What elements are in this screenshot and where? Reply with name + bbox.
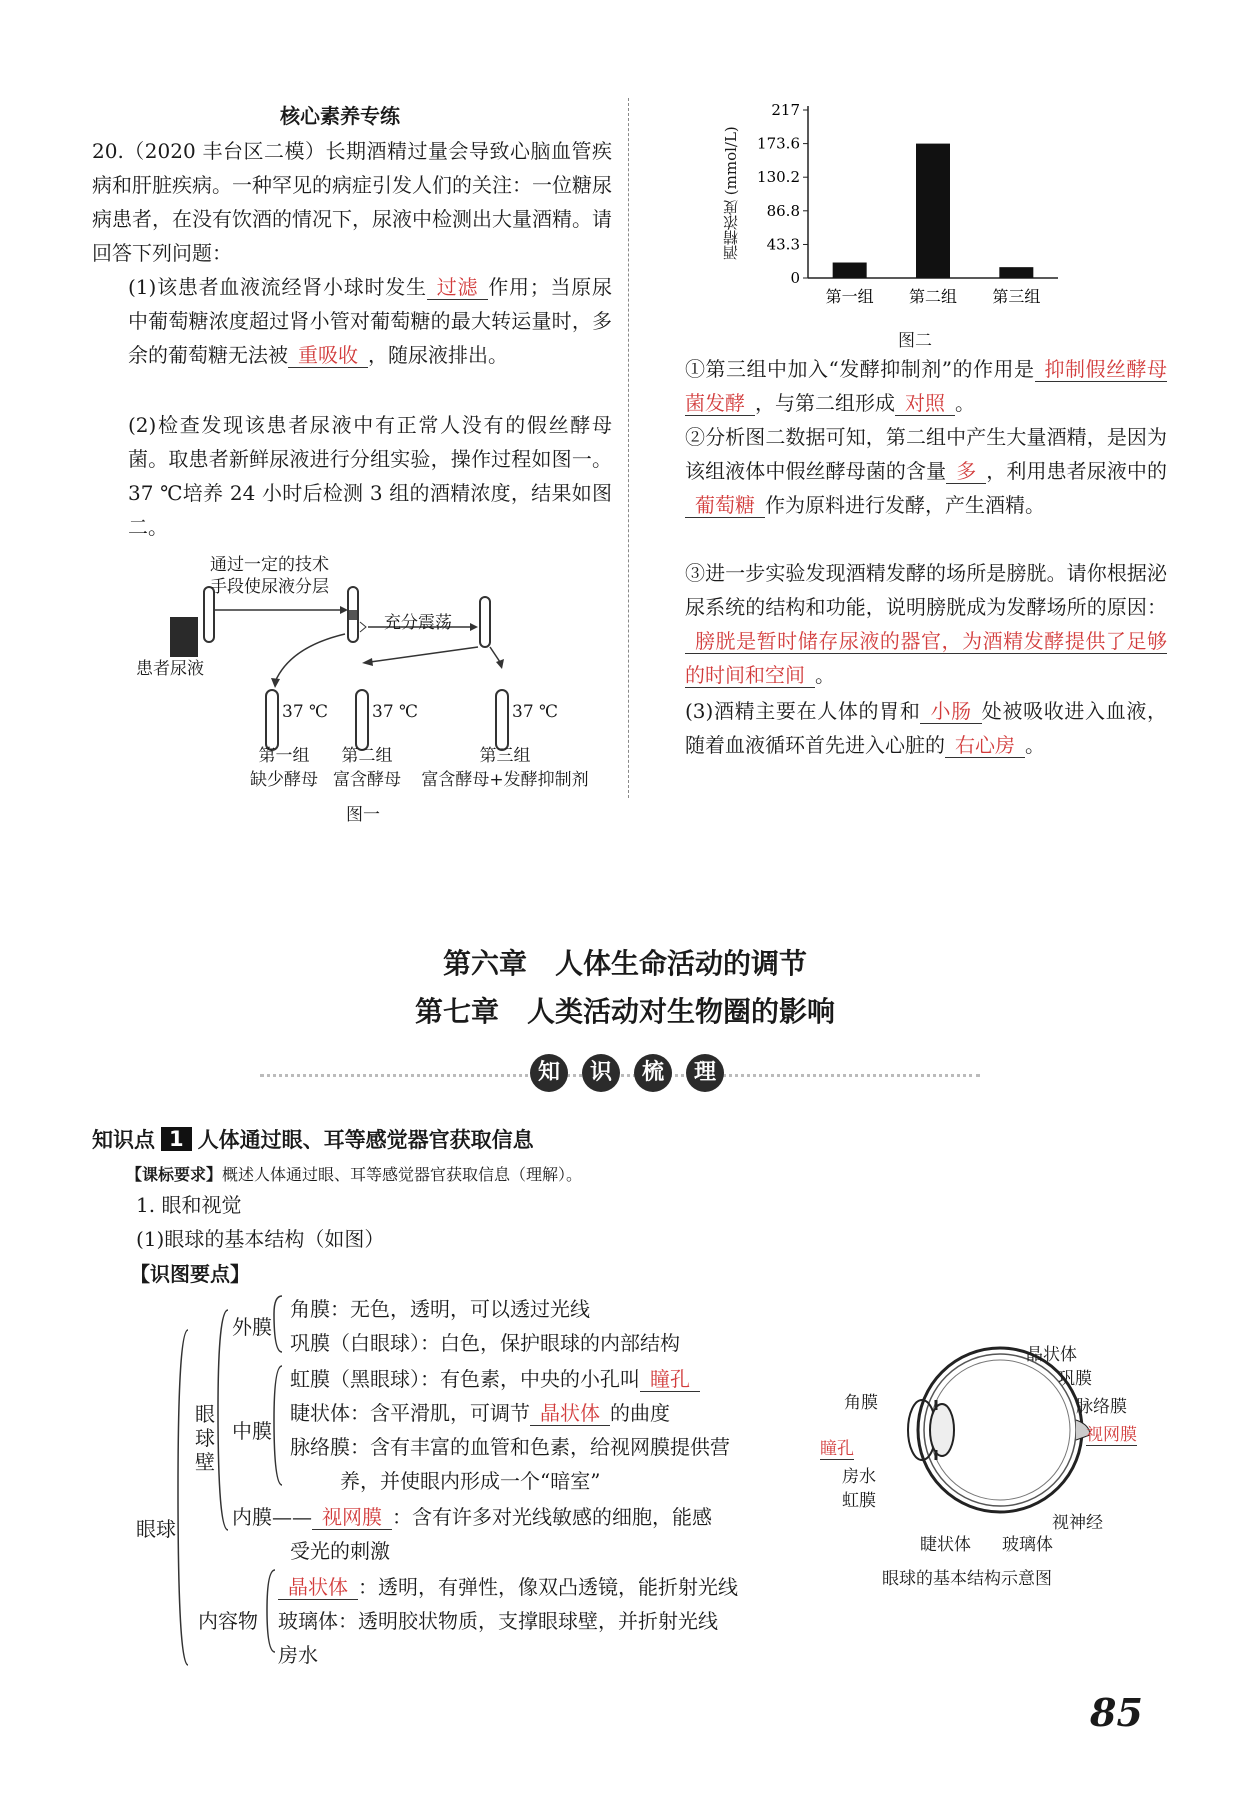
chart-y-tick-label: 86.8 [766, 201, 800, 220]
tree-iris: 虹膜（黑眼球）：有色素，中央的小孔叫 瞳孔 [290, 1362, 700, 1396]
right-q3: ③进一步实验发现酒精发酵的场所是膀胱。请你根据泌尿系统的结构和功能，说明膀胱成为发酵场所的原因：膀胱是暂时储存尿液的器官，为酒精发酵提供了足够的时间和空间 。 [685, 561, 1167, 687]
section-eye-vision: 1. 眼和视觉 [136, 1193, 242, 1217]
section-eye-structure: (1)眼球的基本结构（如图） [136, 1227, 385, 1251]
eye-label-cornea: 角膜 [844, 1393, 878, 1413]
tube-group-2 [356, 690, 368, 750]
tree-choroid-2: 养，并使眼内形成一个“暗室” [340, 1469, 601, 1493]
chapter-6-title: 第六章 人体生命活动的调节 [442, 947, 807, 980]
tree-middle: 中膜 [232, 1419, 272, 1443]
chapter-7-title: 第七章 人类活动对生物圈的影响 [414, 995, 835, 1028]
badge-char: 知 [530, 1054, 568, 1092]
tree-contents: 内容物 [198, 1609, 258, 1633]
fig1-temp-3: 37 ℃ [512, 702, 559, 722]
eye-label-lens: 晶状体 [1026, 1345, 1077, 1365]
fig1-group-3: 第三组 富含酵母+发酵抑制剂 [421, 746, 589, 790]
answer-pupil: 瞳孔 [640, 1367, 700, 1392]
eye-caption: 眼球的基本结构示意图 [882, 1569, 1052, 1589]
eye-label-ciliary: 睫状体 [920, 1535, 971, 1555]
badge-char: 理 [686, 1054, 724, 1092]
eye-label-iris: 虹膜 [842, 1491, 876, 1511]
chart-bar [916, 144, 950, 278]
fig1-step-label: 通过一定的技术 手段使尿液分层 [210, 555, 329, 597]
tree-eyeball-wall: 眼球壁 [195, 1402, 215, 1474]
eye-label-optic-nerve: 视神经 [1052, 1513, 1103, 1533]
knowledge-badge [530, 1054, 724, 1092]
chart-y-tick-label: 217 [771, 101, 800, 119]
test-tube-3 [480, 597, 490, 647]
question-20-intro: 20.（2020 丰台区二模）长期酒精过量会导致心脑血管疾病和肝脏疾病。一种罕见的病症引发人们的关注：一位糖尿病患者，在没有饮酒的情况下，尿液中检测出大量酒精。请回答下列问题： [92, 139, 612, 265]
fig1-patient-label: 患者尿液 [136, 659, 204, 679]
kp-number: 1 [161, 1127, 192, 1151]
eye-label-aqueous: 房水 [842, 1467, 876, 1487]
tree-choroid: 脉络膜：含有丰富的血管和色素，给视网膜提供营 [290, 1435, 730, 1459]
chart-bar [999, 267, 1033, 278]
answer-small-intestine: 小肠 [920, 699, 981, 724]
chart-x-tick-label: 第一组 [825, 287, 874, 306]
eye-label-choroid: 脉络膜 [1076, 1397, 1127, 1417]
tree-lens: 晶状体 ：透明，有弹性，像双凸透镜，能折射光线 [278, 1570, 738, 1604]
chart-bar [833, 263, 867, 278]
fig1-temp-1: 37 ℃ [282, 702, 329, 722]
eye-label-vitreous: 玻璃体 [1002, 1535, 1053, 1555]
section-title: 核心素养专练 [280, 104, 400, 128]
chart-caption: 图二 [898, 331, 932, 351]
chart-y-tick-label: 130.2 [757, 168, 800, 187]
fig1-group-2: 第二组 富含酵母 [333, 746, 401, 790]
right-q4: (3)酒精主要在人体的胃和 小肠 处被吸收进入血液，随着血液循环首先进入心脏的 右心房 。 [685, 699, 1167, 757]
answer-right-atrium: 右心房 [945, 733, 1025, 758]
chart-y-tick-label: 0 [790, 269, 800, 287]
answer-control: 对照 [895, 391, 955, 416]
tube-group-3 [496, 690, 508, 750]
tree-ciliary: 睫状体：含平滑肌，可调节 晶状体 的曲度 [290, 1401, 670, 1425]
fig1-temp-2: 37 ℃ [372, 702, 419, 722]
question-20-part2: (2)检查发现该患者尿液中有正常人没有的假丝酵母菌。取患者新鲜尿液进行分组实验，操作过程如图一。37 ℃培养 24 小时后检测 3 组的酒精浓度，结果如图二。 [128, 413, 612, 539]
answer-lens-2: 晶状体 [278, 1575, 358, 1600]
answer-lens: 晶状体 [530, 1401, 610, 1426]
tree-inner: 内膜—— 视网膜 ：含有许多对光线敏感的细胞，能感 [232, 1505, 712, 1529]
eye-label-pupil: 瞳孔 [820, 1434, 854, 1460]
tree-outer: 外膜 [232, 1315, 272, 1339]
knowledge-point-heading: 知识点 1 人体通过眼、耳等感觉器官获取信息 [92, 1127, 534, 1152]
urine-cup [170, 617, 198, 657]
tree-sclera: 巩膜（白眼球）：白色，保护眼球的内部结构 [290, 1331, 680, 1355]
tree-vitreous: 玻璃体：透明胶状物质，支撑眼球壁，并折射光线 [278, 1609, 718, 1633]
answer-inhibit: 抑制假丝酵母菌发酵 [685, 357, 1168, 415]
answer-glucose: 葡萄糖 [685, 493, 765, 518]
curriculum-requirement: 【课标要求】概述人体通过眼、耳等感觉器官获取信息（理解）。 [126, 1165, 583, 1184]
badge-char: 识 [582, 1054, 620, 1092]
fig1-group-1: 第一组 缺少酵母 [250, 746, 318, 790]
tree-root-eyeball: 眼球 [136, 1517, 176, 1541]
fig1-shake-label: 充分震荡 [384, 613, 452, 633]
right-q1: ①第三组中加入“发酵抑制剂”的作用是 抑制假丝酵母菌发酵 ，与第二组形成 对照 。 [685, 357, 1168, 415]
chart-ylabel: 酒精浓度 (mmol/L) [722, 126, 740, 260]
tree-inner-2: 受光的刺激 [290, 1539, 390, 1563]
diagram-points: 【识图要点】 [130, 1262, 250, 1286]
eye-label-retina: 视网膜 [1086, 1420, 1137, 1446]
tree-braces [160, 1290, 290, 1680]
answer-more: 多 [946, 459, 986, 484]
tree-aqueous: 房水 [278, 1643, 318, 1667]
eye-label-sclera: 巩膜 [1058, 1369, 1092, 1389]
column-divider [628, 98, 629, 798]
right-q2: ②分析图二数据可知，第二组中产生大量酒精，是因为该组液体中假丝酵母菌的含量 多 ，利用患者尿液中的葡萄糖 作为原料进行发酵，产生酒精。 [685, 425, 1168, 517]
answer-reabsorption: 重吸收 [288, 343, 368, 368]
page-number: 85 [1090, 1690, 1143, 1735]
question-20-part1: (1)该患者血液流经肾小球时发生 过滤 作用；当原尿中葡萄糖浓度超过肾小管对葡萄糖的最大转运量时，多余的葡萄糖无法被 重吸收 ，随尿液排出。 [128, 275, 613, 367]
chart-x-tick-label: 第二组 [908, 287, 958, 306]
tree-cornea: 角膜：无色，透明，可以透过光线 [290, 1297, 590, 1321]
answer-retina: 视网膜 [312, 1505, 392, 1530]
badge-char: 梳 [634, 1054, 672, 1092]
tube-group-1 [266, 690, 278, 750]
chart-y-tick-label: 43.3 [766, 235, 800, 254]
chart-x-tick-label: 第三组 [992, 287, 1041, 306]
answer-bladder: 膀胱是暂时储存尿液的器官，为酒精发酵提供了足够的时间和空间 [685, 629, 1167, 687]
figure-2-chart [720, 100, 1100, 345]
chart-y-tick-label: 173.6 [757, 134, 800, 153]
answer-filtration: 过滤 [427, 275, 489, 300]
fig1-caption: 图一 [346, 805, 380, 825]
